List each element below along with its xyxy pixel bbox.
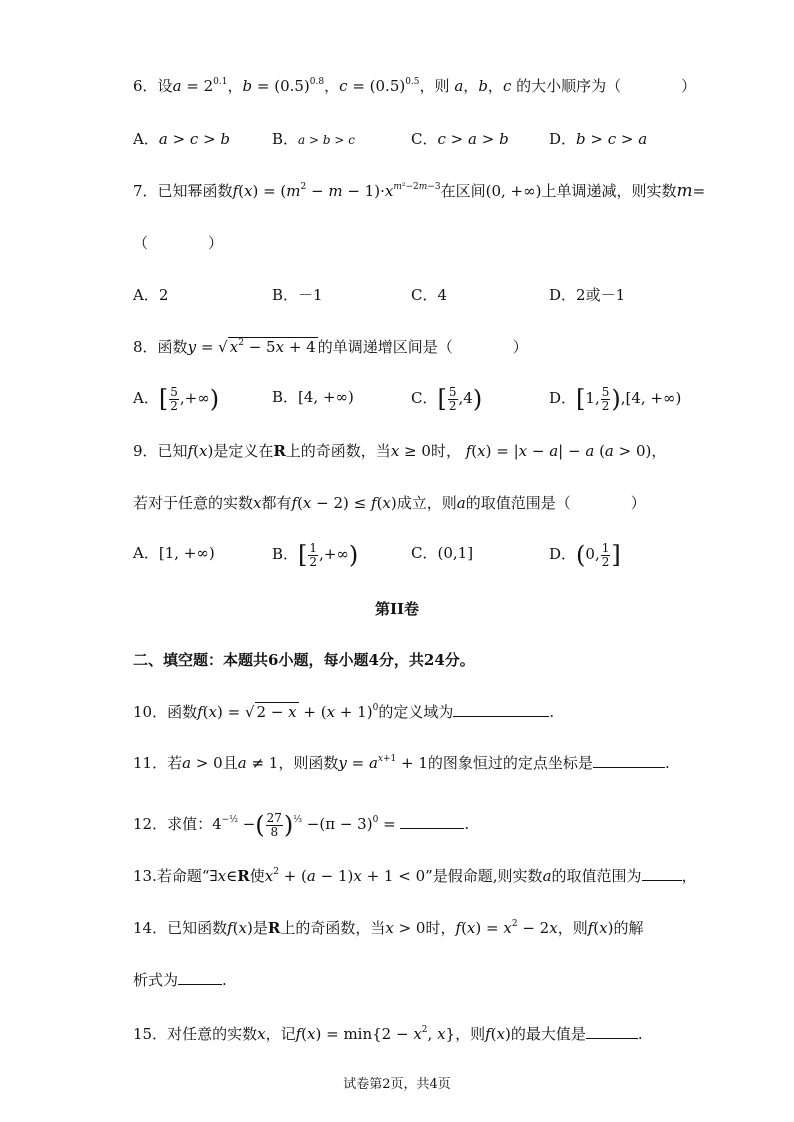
section-title: 第II卷 [374, 600, 420, 618]
q6-option-d[interactable]: D．b > c > a [549, 130, 648, 148]
question-number: 6． [133, 77, 158, 95]
answer-blank[interactable] [586, 1024, 638, 1039]
answer-blank[interactable] [593, 753, 665, 768]
q9-option-c[interactable]: C．(0,1] [411, 544, 474, 562]
section-heading: 二、填空题：本题共6小题，每小题4分，共24分。 [133, 651, 475, 669]
answer-blank[interactable] [400, 814, 464, 829]
question-12: 12．求值：$4^{-\frac{1}{2}}$ −( $\frac{27}{8}$ )$^{\frac{1}{3}} -(\pi - 3)^0$ = . [133, 810, 470, 839]
question-9: 9．已知f(x)是定义在R上的奇函数，当x ≥ 0时， f(x) = |x − a| − a (a > 0)， [133, 442, 667, 460]
q6-option-a[interactable]: A．a > c > b [133, 130, 231, 148]
question-14: 14．已知函数f(x)是R上的奇函数，当x > 0时，$f(x) = x^2 - 2x$，则f(x)的解 [133, 919, 644, 937]
question-11: 11．若a > 0且a ≠ 1，则函数$y = a^{x+1} + 1$的图象恒过的定点坐标是 . [133, 754, 670, 772]
question-7: 7．已知幂函数$f(x) = (m^2 - m - 1)\cdot x^{m^2-2m-3}$在区间(0, +∞)上单调递减，则实数m= [133, 181, 706, 201]
q8-option-b[interactable]: B．[4, +∞) [272, 388, 354, 406]
q7-option-a[interactable]: A．2 [133, 286, 169, 304]
q9-option-d[interactable]: D．(0, $\frac{1}{2}$ ] [549, 540, 621, 569]
page-footer: 试卷第2页，共4页 [343, 1077, 451, 1092]
question-9-line2: 若对于任意的实数x都有f(x − 2) ≤ f(x)成立，则a的取值范围是（ ） [133, 494, 646, 512]
q7-option-b[interactable]: B．－1 [272, 286, 323, 304]
q9-option-b[interactable]: B．[ $\frac{1}{2}$ ,+∞) [272, 540, 359, 569]
q6-option-b[interactable]: B．a > b > c [272, 130, 355, 148]
q8-option-a[interactable]: A．[ $\frac{5}{2}$ ,+∞) [133, 384, 220, 413]
q6-option-c[interactable]: C．c > a > b [411, 130, 509, 148]
question-10: 10．函数f(x) = √ $2 - x + (x + 1)^0$的定义域为 . [133, 703, 555, 721]
answer-blank[interactable] [178, 970, 222, 985]
q9-option-a[interactable]: A．[1, +∞) [133, 544, 215, 562]
question-7-paren: （ ） [133, 234, 224, 252]
q7-option-c[interactable]: C．4 [411, 286, 448, 304]
q8-option-d[interactable]: D．[1, $\frac{5}{2}$ ),[4, +∞) [549, 384, 682, 413]
answer-blank[interactable] [453, 702, 549, 717]
question-14-line2: 析式为 . [133, 971, 227, 989]
formula-a: a [172, 77, 182, 95]
answer-blank[interactable] [642, 866, 682, 881]
question-13: 13.若命题“∃x∈R使$x^2 + (a - 1)x + 1 < 0$”是假命题,则实数a的取值范围为 ， [133, 867, 697, 885]
q7-option-d[interactable]: D．2或－1 [549, 286, 626, 304]
question-6: 6．设$a = 2^{0.1}$，$b = (0.5)^{0.8}$，$c = (0.5)^{0.5}$，则 a，b，c 的大小顺序为（ ） [133, 77, 697, 95]
question-15: 15．对任意的实数x，记$f(x) = \min\{2 - x^2$, x}，则f(x)的最大值是 . [133, 1025, 643, 1043]
q8-option-c[interactable]: C．[ $\frac{5}{2}$ ,4) [411, 384, 483, 413]
question-8: 8．函数y = √ $x^2 - 5x + 4$ 的单调递增区间是（ ） [133, 338, 528, 356]
